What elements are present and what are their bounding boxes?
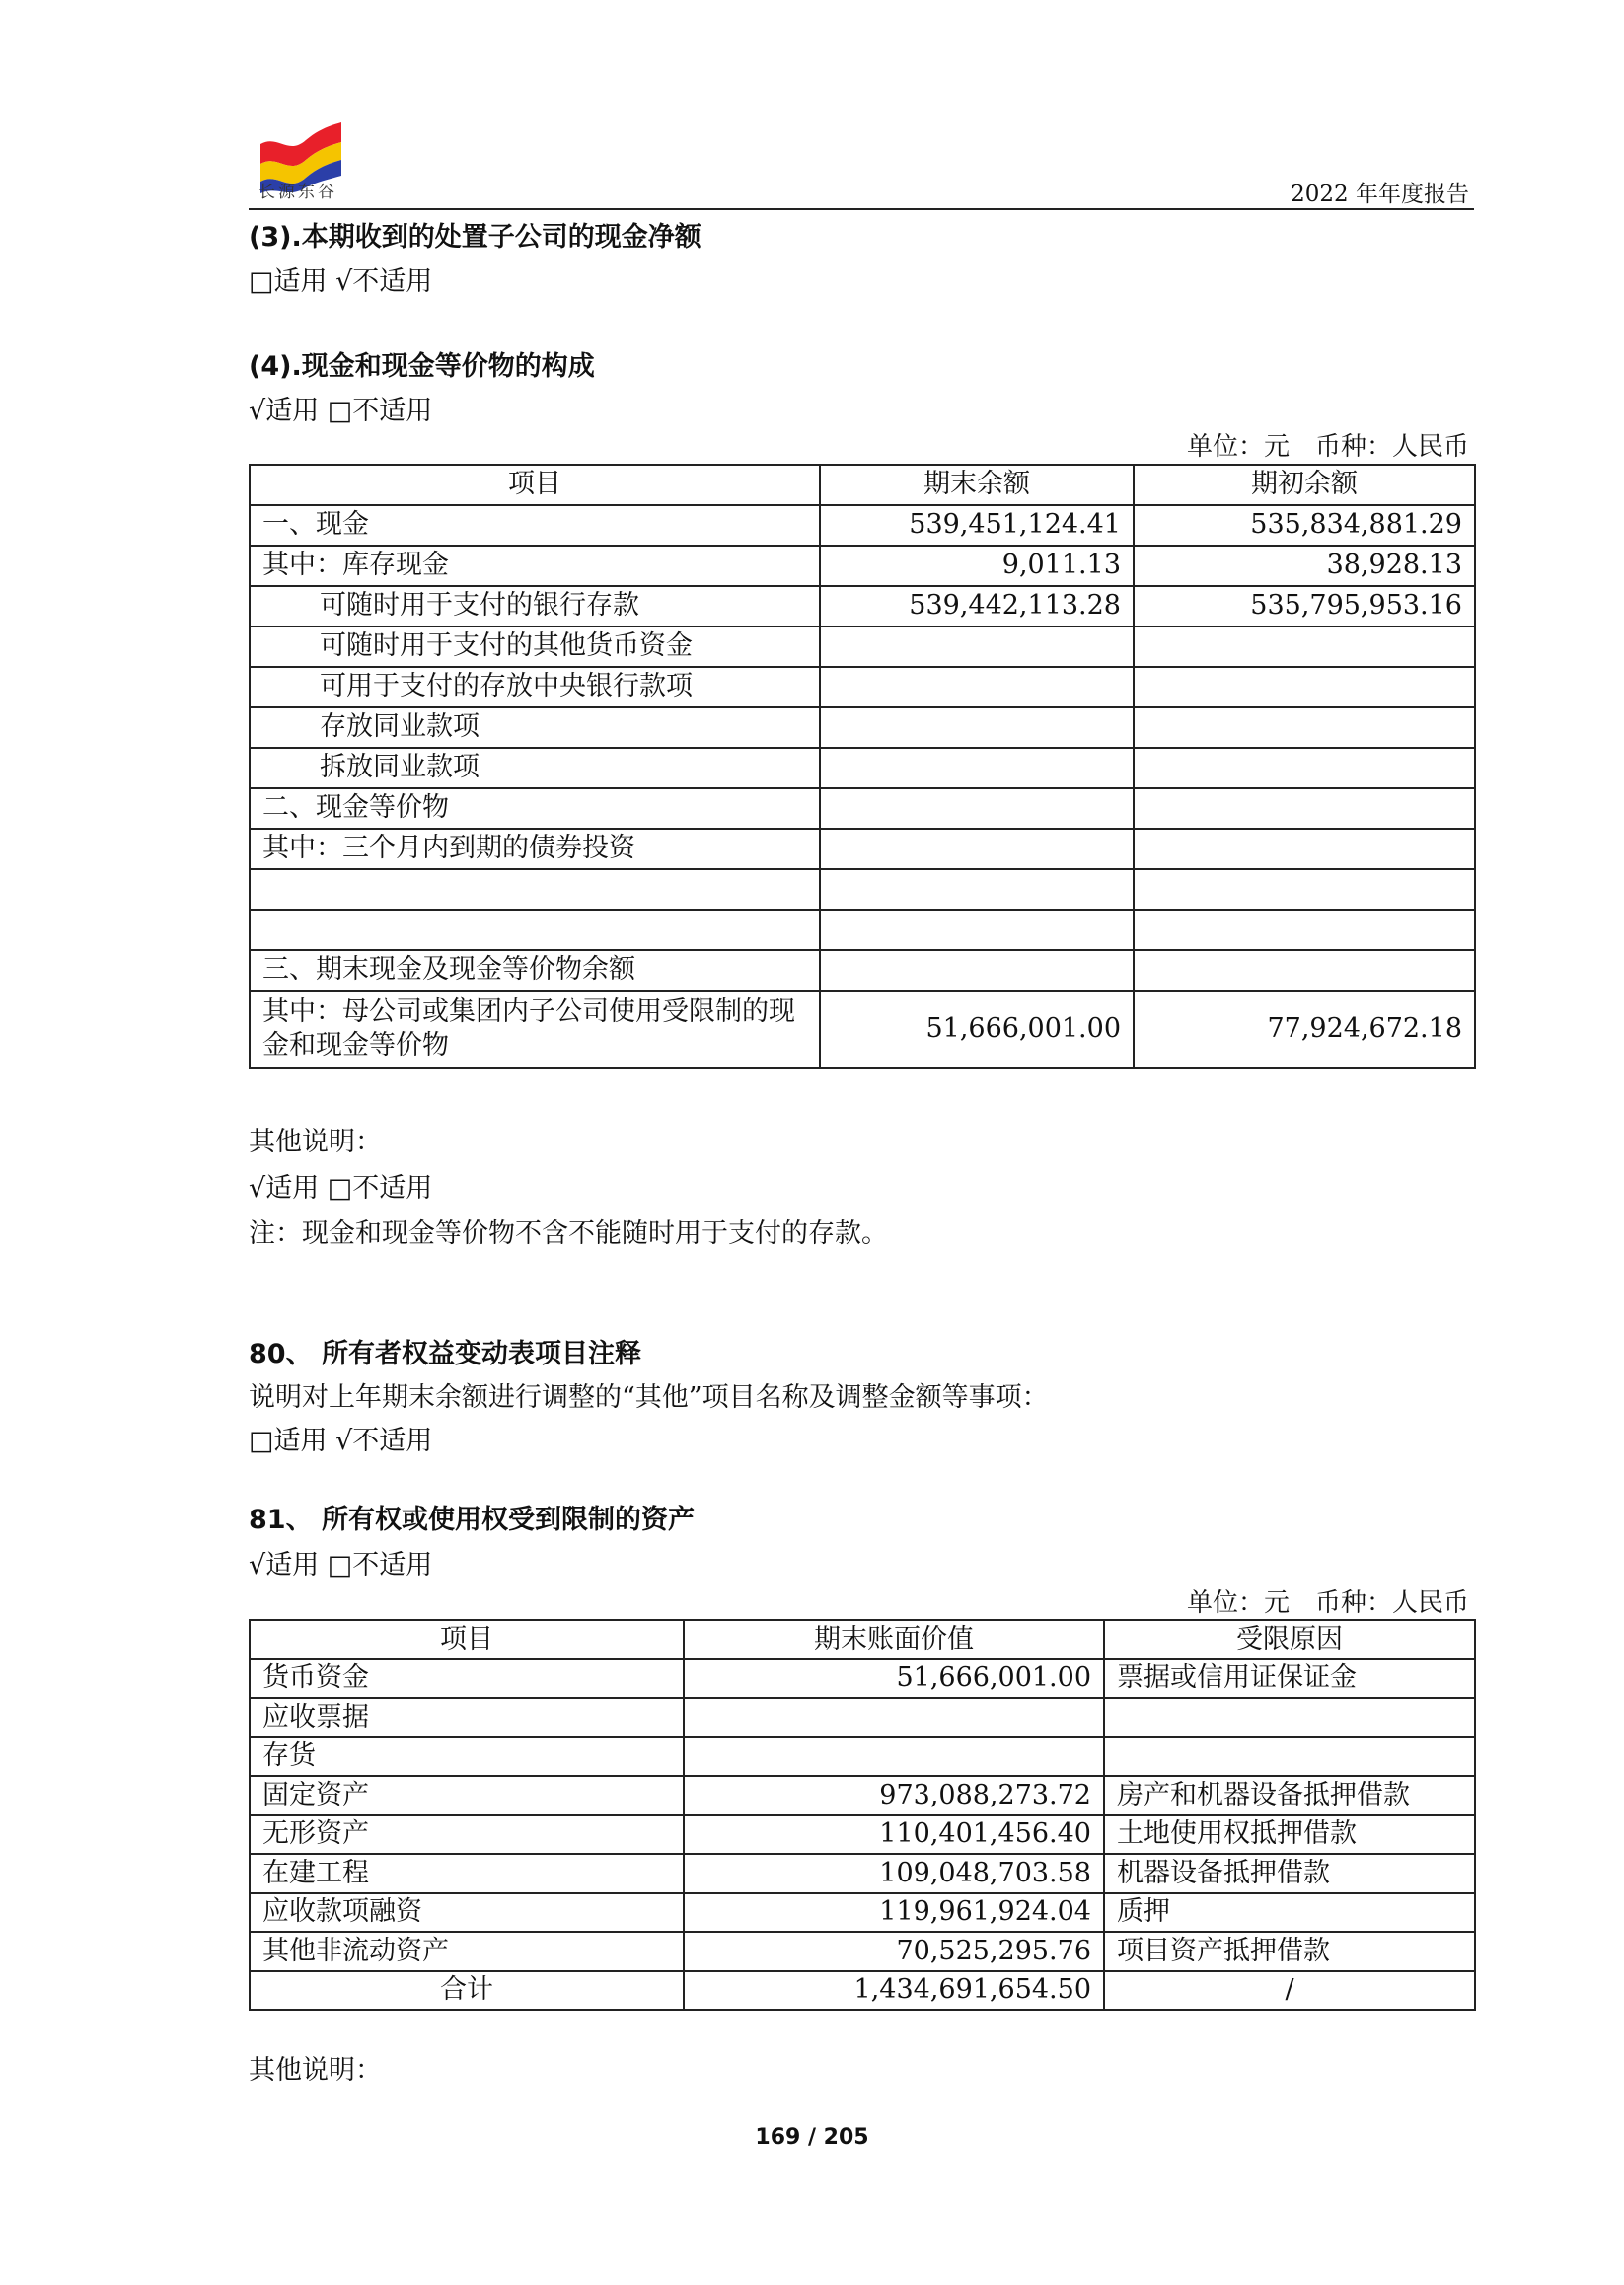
- row-begin-balance: 77,924,672.18: [1134, 991, 1475, 1068]
- row-item: [250, 910, 820, 950]
- row-restriction-reason: [1104, 1737, 1475, 1777]
- section-4-other-applicability: √适用 □不适用: [249, 1173, 433, 1204]
- table-row: [250, 910, 1475, 950]
- page-number: 169 / 205: [755, 2125, 869, 2150]
- table-total-row: [250, 1971, 1475, 2011]
- row-end-balance: [820, 748, 1134, 788]
- row-end-balance: [820, 829, 1134, 869]
- section-80-desc: 说明对上年期末余额进行调整的“其他”项目名称及调整金额等事项：: [249, 1382, 1049, 1413]
- header-divider: [249, 208, 1474, 210]
- table-row: [250, 1659, 1475, 1699]
- row-book-value: 109,048,703.58: [684, 1854, 1104, 1893]
- total-label: 合计: [250, 1971, 684, 2011]
- report-title: 2022 年年度报告: [1291, 182, 1469, 207]
- section-81-applicability: √适用 □不适用: [249, 1550, 433, 1581]
- section-3-applicability: □适用 √不适用: [249, 266, 433, 297]
- row-end-balance: 9,011.13: [820, 546, 1134, 586]
- row-item: 应收票据: [250, 1698, 684, 1737]
- row-begin-balance: [1134, 707, 1475, 748]
- section-81-heading: 81、 所有权或使用权受到限制的资产: [249, 1505, 695, 1535]
- row-begin-balance: 535,795,953.16: [1134, 586, 1475, 627]
- section-4-applicability: √适用 □不适用: [249, 396, 433, 426]
- table-row: [250, 748, 1475, 788]
- row-end-balance: [820, 910, 1134, 950]
- table-row: [250, 1893, 1475, 1933]
- row-item: 其他非流动资产: [250, 1932, 684, 1971]
- row-item: 应收款项融资: [250, 1893, 684, 1933]
- row-restriction-reason: [1104, 1698, 1475, 1737]
- section-81-unit: 单位：元 币种：人民币: [1186, 1588, 1469, 1618]
- table-header-row: [250, 465, 1475, 505]
- row-item: 可随时用于支付的银行存款: [250, 586, 820, 627]
- row-end-balance: [820, 707, 1134, 748]
- column-header: 项目: [250, 465, 820, 505]
- row-item: 在建工程: [250, 1854, 684, 1893]
- section-4-heading: (4).现金和现金等价物的构成: [249, 351, 595, 382]
- table-row: [250, 1854, 1475, 1893]
- column-header: 期初余额: [1134, 465, 1475, 505]
- table-row: [250, 627, 1475, 667]
- table-row: [250, 788, 1475, 829]
- logo-text: 长源东谷: [258, 183, 337, 202]
- row-begin-balance: [1134, 788, 1475, 829]
- total-restriction-reason: /: [1104, 1971, 1475, 2011]
- row-end-balance: [820, 627, 1134, 667]
- row-item: 二、现金等价物: [250, 788, 820, 829]
- row-book-value: 110,401,456.40: [684, 1815, 1104, 1855]
- row-item: 其中：库存现金: [250, 546, 820, 586]
- table-header-row: [250, 1620, 1475, 1659]
- row-item: 存货: [250, 1737, 684, 1777]
- section-4-unit: 单位：元 币种：人民币: [1186, 432, 1469, 462]
- table-row: [250, 829, 1475, 869]
- row-restriction-reason: 票据或信用证保证金: [1104, 1659, 1475, 1699]
- total-book-value: 1,434,691,654.50: [684, 1971, 1104, 2011]
- table-row: [250, 505, 1475, 546]
- table-row: [250, 1776, 1475, 1815]
- column-header: 期末余额: [820, 465, 1134, 505]
- table-row: [250, 667, 1475, 707]
- section-4-other-label: 其他说明：: [249, 1127, 382, 1157]
- table-row: [250, 1815, 1475, 1855]
- section-4-note: 注：现金和现金等价物不含不能随时用于支付的存款。: [249, 1218, 888, 1249]
- column-header: 受限原因: [1104, 1620, 1475, 1659]
- row-restriction-reason: 项目资产抵押借款: [1104, 1932, 1475, 1971]
- row-book-value: 973,088,273.72: [684, 1776, 1104, 1815]
- cash-equivalents-table: [249, 464, 1476, 1069]
- row-item: [250, 869, 820, 910]
- row-item: 三、期末现金及现金等价物余额: [250, 950, 820, 991]
- row-restriction-reason: 机器设备抵押借款: [1104, 1854, 1475, 1893]
- row-begin-balance: 535,834,881.29: [1134, 505, 1475, 546]
- row-begin-balance: [1134, 950, 1475, 991]
- section-81-other-label: 其他说明：: [249, 2055, 382, 2086]
- row-end-balance: [820, 667, 1134, 707]
- row-item: 货币资金: [250, 1659, 684, 1699]
- row-restriction-reason: 质押: [1104, 1893, 1475, 1933]
- section-80-heading: 80、 所有者权益变动表项目注释: [249, 1339, 641, 1369]
- table-row: [250, 1737, 1475, 1777]
- row-item: 固定资产: [250, 1776, 684, 1815]
- row-begin-balance: [1134, 829, 1475, 869]
- row-item: 存放同业款项: [250, 707, 820, 748]
- table-row: [250, 869, 1475, 910]
- table-row: [250, 546, 1475, 586]
- row-book-value: 70,525,295.76: [684, 1932, 1104, 1971]
- row-end-balance: 539,442,113.28: [820, 586, 1134, 627]
- row-book-value: [684, 1698, 1104, 1737]
- row-begin-balance: [1134, 869, 1475, 910]
- row-begin-balance: [1134, 910, 1475, 950]
- row-end-balance: [820, 950, 1134, 991]
- row-end-balance: [820, 869, 1134, 910]
- row-book-value: [684, 1737, 1104, 1777]
- section-80-applicability: □适用 √不适用: [249, 1426, 433, 1456]
- row-begin-balance: 38,928.13: [1134, 546, 1475, 586]
- row-item: 其中：三个月内到期的债券投资: [250, 829, 820, 869]
- column-header: 项目: [250, 1620, 684, 1659]
- row-item: 无形资产: [250, 1815, 684, 1855]
- table-row: [250, 950, 1475, 991]
- row-item: 其中：母公司或集团内子公司使用受限制的现金和现金等价物: [250, 991, 820, 1068]
- row-end-balance: 539,451,124.41: [820, 505, 1134, 546]
- section-3-heading: (3).本期收到的处置子公司的现金净额: [249, 222, 701, 253]
- table-row: [250, 586, 1475, 627]
- row-end-balance: 51,666,001.00: [820, 991, 1134, 1068]
- column-header: 期末账面价值: [684, 1620, 1104, 1659]
- row-restriction-reason: 土地使用权抵押借款: [1104, 1815, 1475, 1855]
- row-book-value: 51,666,001.00: [684, 1659, 1104, 1699]
- row-begin-balance: [1134, 748, 1475, 788]
- restricted-assets-table: [249, 1619, 1476, 2011]
- row-item: 可用于支付的存放中央银行款项: [250, 667, 820, 707]
- row-restriction-reason: 房产和机器设备抵押借款: [1104, 1776, 1475, 1815]
- table-row: [250, 1698, 1475, 1737]
- row-book-value: 119,961,924.04: [684, 1893, 1104, 1933]
- table-row: [250, 991, 1475, 1068]
- row-item: 一、现金: [250, 505, 820, 546]
- table-row: [250, 1932, 1475, 1971]
- row-end-balance: [820, 788, 1134, 829]
- row-item: 可随时用于支付的其他货币资金: [250, 627, 820, 667]
- row-item: 拆放同业款项: [250, 748, 820, 788]
- row-begin-balance: [1134, 667, 1475, 707]
- table-row: [250, 707, 1475, 748]
- row-begin-balance: [1134, 627, 1475, 667]
